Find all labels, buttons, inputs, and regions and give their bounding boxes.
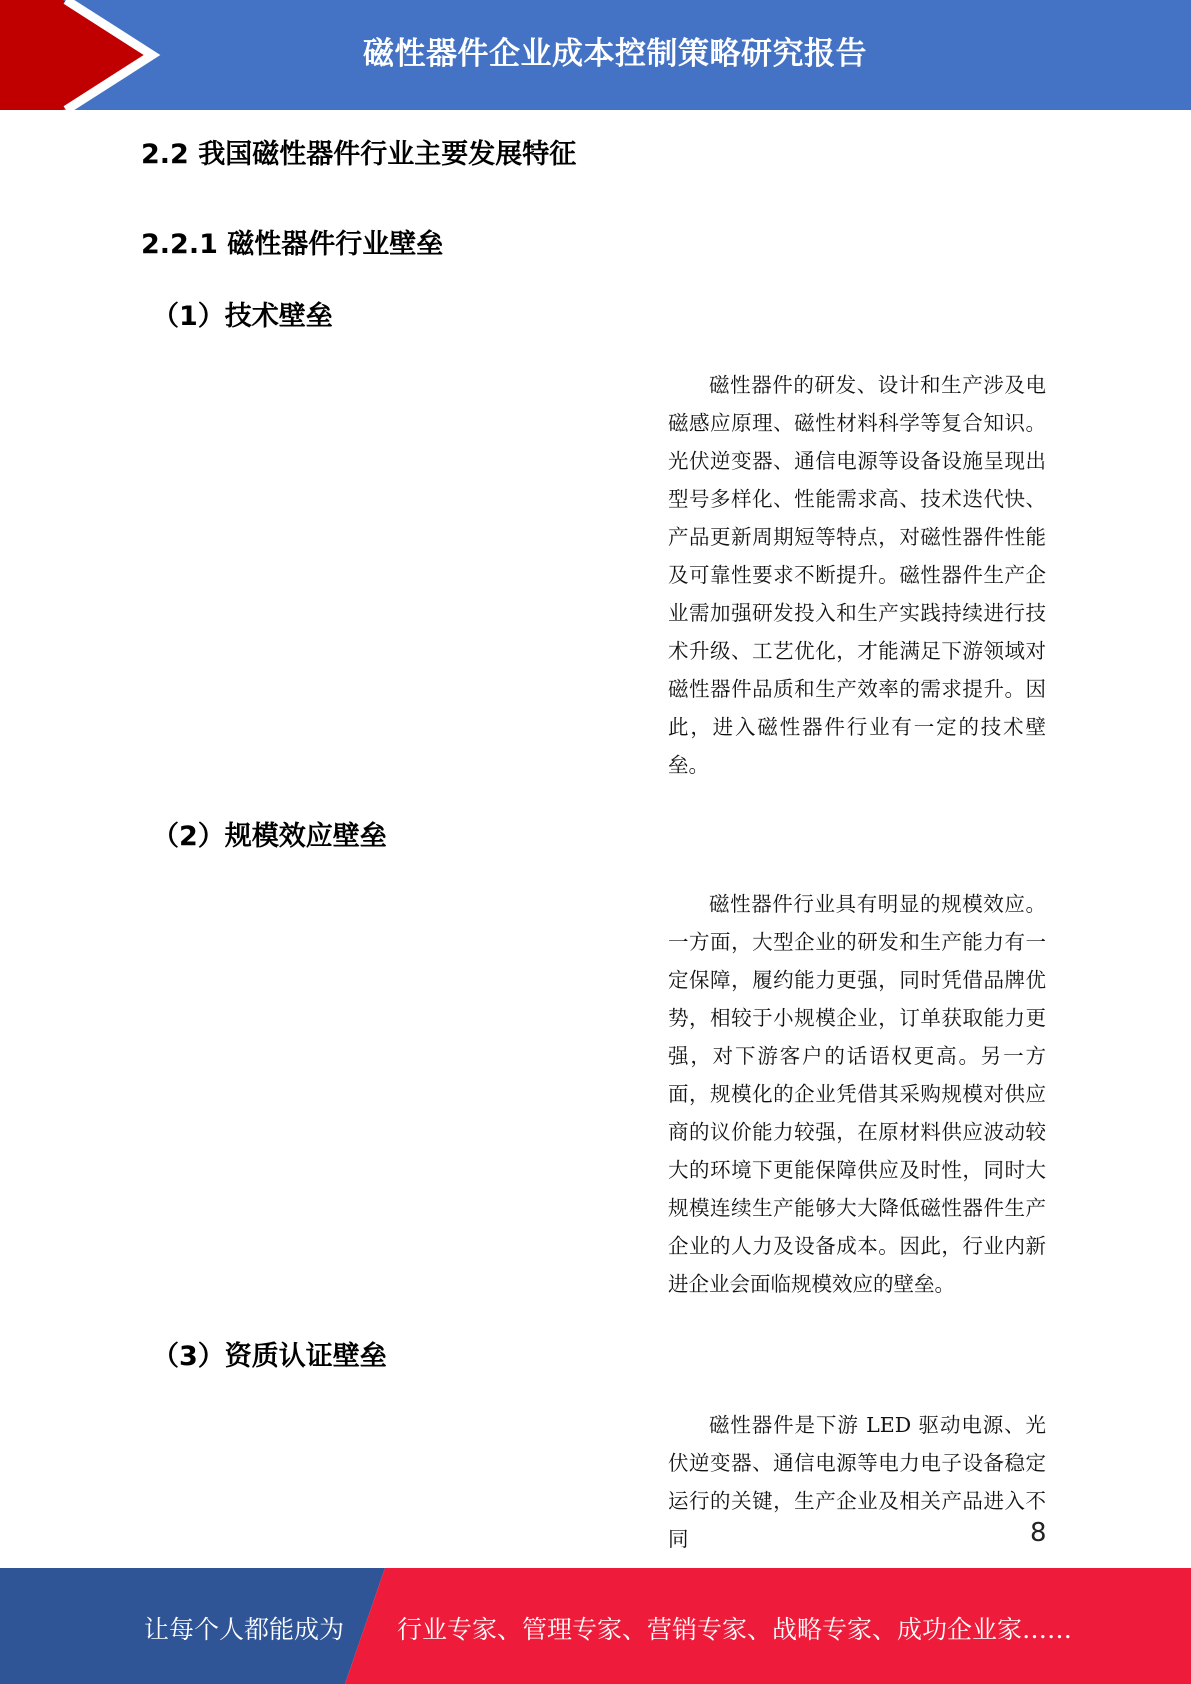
footer-slogan-right: 行业专家、管理专家、营销专家、战略专家、成功企业家……: [397, 1615, 1073, 1644]
barrier-title-scale: （2）规模效应壁垒: [152, 821, 387, 852]
barrier-text-scale: 磁性器件行业具有明显的规模效应。一方面，大型企业的研发和生产能力有一定保障，履约能力更强，同时凭借品牌优势，相较于小规模企业，订单获取能力更强，对下游客户的话语权更高。另一方面，规模化的企业凭借其采购规模对供应商的议价能力较强，在原材料供应波动较大的环境下更能保障供应及时性，同时大规模连续生产能够大大降低磁性器件生产企业的人力及设备成本。因此，行业内新进企业会面临规模效应的壁垒。: [668, 892, 1046, 1296]
page-number: 8: [1030, 1518, 1047, 1548]
subsection-heading: 2.2.1 磁性器件行业壁垒: [141, 229, 444, 260]
section-heading: 2.2 我国磁性器件行业主要发展特征: [141, 139, 577, 170]
barrier-title-technology: （1）技术壁垒: [152, 301, 333, 332]
footer-slogan-left: 让每个人都能成为: [144, 1615, 345, 1644]
page-header: [0, 0, 1191, 110]
barrier-text-certification: 磁性器件是下游 LED 驱动电源、光伏逆变器、通信电源等电力电子设备稳定运行的关键，生产企业及相关产品进入不同: [668, 1413, 1046, 1551]
report-title: 磁性器件企业成本控制策略研究报告: [363, 36, 867, 72]
page-footer: [0, 1568, 1191, 1684]
barrier-title-certification: （3）资质认证壁垒: [152, 1341, 387, 1372]
barrier-text-technology: 磁性器件的研发、设计和生产涉及电磁感应原理、磁性材料科学等复合知识。光伏逆变器、通信电源等设备设施呈现出型号多样化、性能需求高、技术迭代快、产品更新周期短等特点，对磁性器件性能及可靠性要求不断提升。磁性器件生产企业需加强研发投入和生产实践持续进行技术升级、工艺优化，才能满足下游领域对磁性器件品质和生产效率的需求提升。因此，进入磁性器件行业有一定的技术壁垒。: [668, 373, 1046, 777]
